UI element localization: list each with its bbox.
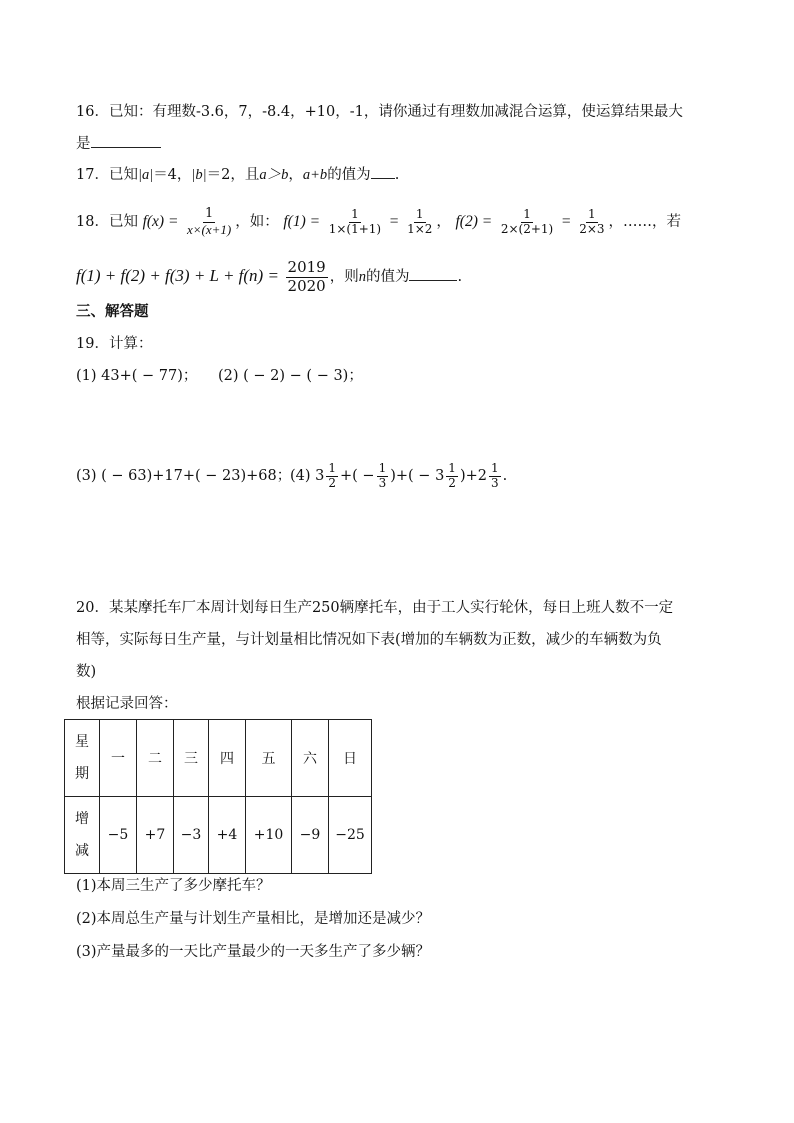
q17-mid1: ＝4， (153, 167, 192, 183)
q18-end: . (457, 269, 463, 285)
q19-part2: (2) ( − 2) − ( − 3)； (218, 368, 363, 384)
fraction-numerator: 2019 (287, 258, 326, 277)
q18-line2 (76, 254, 462, 299)
q18-ru: ，如： (235, 214, 279, 230)
q16-line2-text: 是 (76, 136, 91, 152)
q19-p4-end: . (502, 468, 508, 484)
q18-f1-fraction (327, 208, 383, 237)
q17-abs-b: |b| (191, 167, 207, 183)
fraction-numerator: 1 (588, 206, 596, 221)
q18-sum: f(1) + f(2) + f(3) + L + f(n) = (76, 266, 279, 285)
fraction-denominator: 2 (448, 475, 456, 490)
answer-blank (409, 266, 457, 281)
table-cell: −5 (100, 797, 137, 874)
fraction-numerator: 1 (205, 205, 214, 221)
fraction-numerator: 1 (378, 460, 387, 475)
q17-condition: a＞b (259, 167, 289, 183)
fraction (377, 462, 389, 491)
q20-line2: 相等，实际每日生产量，与计划量相比情况如下表(增加的车辆数为正数，减少的车辆数为负 (76, 632, 662, 648)
table-cell: +7 (137, 797, 174, 874)
header-char: 期 (75, 766, 89, 782)
fraction-numerator: 1 (351, 206, 359, 221)
fraction-denominator: 2×(2+1) (500, 221, 554, 236)
table-cell: −25 (329, 797, 372, 874)
table-cell: +4 (209, 797, 246, 874)
q19-p4-op1: +( − (340, 468, 375, 484)
table-cell: 一 (100, 720, 137, 797)
table-header-cell (65, 797, 100, 874)
q18-n: n (358, 269, 366, 285)
q18-f2-fraction (499, 208, 555, 237)
equals-sign: = (561, 213, 571, 230)
q18-tail: 的值为 (365, 269, 410, 285)
mixed-fraction (446, 462, 458, 491)
q19-p4-label: (4) 3 (290, 468, 325, 484)
fraction-denominator: 2×3 (579, 221, 605, 236)
q17-suffix: 的值为 (327, 167, 371, 183)
q17-line (76, 164, 399, 185)
q18-f2: f(2) = (455, 213, 493, 230)
q17-prefix: 17．已知 (76, 167, 138, 183)
q20-line4: 根据记录回答： (76, 696, 178, 712)
answer-blank (371, 164, 395, 179)
q18-then: ，则 (329, 269, 359, 285)
fraction-denominator: 2 (328, 475, 337, 490)
q20-line1: 20．某某摩托车厂本周计划每日生产250辆摩托车，由于工人实行轮休，每日上班人数不一定 (76, 600, 674, 616)
table-cell: 日 (329, 720, 372, 797)
q18-f1: f(1) = (283, 213, 321, 230)
fraction-numerator: 1 (328, 460, 337, 475)
table-cell: 四 (209, 720, 246, 797)
table-cell: 二 (137, 720, 174, 797)
fraction-denominator: 3 (490, 475, 499, 490)
fraction-denominator: 3 (378, 475, 387, 490)
q20-sub1: (1)本周三生产了多少摩托车？ (76, 878, 271, 894)
q17-mid3: ， (288, 167, 303, 183)
q18-f2b-fraction (577, 208, 606, 237)
production-table (64, 719, 372, 874)
table-header-cell (65, 720, 100, 797)
header-char: 减 (75, 843, 89, 859)
answer-blank (91, 133, 161, 148)
q17-abs-a: |a| (137, 167, 154, 183)
q17-end: . (394, 167, 400, 183)
q17-mid2: ＝2，且 (206, 167, 260, 183)
q16-line2 (76, 133, 161, 154)
q18-line1 (76, 200, 681, 244)
q18-prefix: 18．已知 (76, 214, 138, 230)
q19-part4 (290, 456, 507, 496)
q18-sep: ， (436, 214, 451, 230)
q19-p4-op2: )+( − 3 (390, 468, 445, 484)
table-cell: 五 (246, 720, 292, 797)
q17-expr: a+b (302, 167, 328, 183)
table-cell: +10 (246, 797, 292, 874)
table-row (65, 797, 372, 874)
table-cell: −9 (292, 797, 329, 874)
q19-part3: (3) ( − 63)+17+( − 23)+68； (76, 468, 292, 484)
mixed-fraction (489, 462, 501, 491)
table-cell: −3 (174, 797, 209, 874)
q18-result-fraction (286, 259, 328, 295)
fraction-numerator: 1 (448, 460, 456, 475)
fraction-denominator: 1×(1+1) (328, 221, 382, 236)
fraction-denominator: x×(x+1) (187, 221, 232, 237)
q18-etc: ，……，若 (608, 214, 682, 230)
q19-part1: (1) 43+( − 77)； (76, 368, 198, 384)
q20-line3: 数) (76, 664, 97, 680)
mixed-fraction (326, 462, 338, 491)
fraction-numerator: 1 (490, 460, 499, 475)
q19-title: 19．计算： (76, 336, 153, 352)
fraction-denominator: 2020 (287, 276, 326, 295)
fraction-numerator: 1 (523, 206, 531, 221)
table-row (65, 720, 372, 797)
header-char: 增 (75, 811, 89, 827)
q18-fx: f(x) = (142, 213, 179, 230)
q16-line1: 16．已知：有理数-3.6，7，-8.4，+10，-1，请你通过有理数加减混合运算，使运算结果最大 (76, 104, 683, 120)
q20-sub3: (3)产量最多的一天比产量最少的一天多生产了多少辆？ (76, 944, 431, 960)
fraction-denominator: 1×2 (407, 221, 433, 236)
q18-def-fraction (185, 207, 233, 238)
section-heading: 三、解答题 (76, 303, 149, 320)
fraction-numerator: 1 (415, 206, 424, 221)
q18-f1b-fraction (405, 208, 434, 237)
table-cell: 三 (174, 720, 209, 797)
table-cell: 六 (292, 720, 329, 797)
header-char: 星 (75, 734, 89, 750)
q19-p4-op3: )+2 (459, 468, 487, 484)
q20-sub2: (2)本周总生产量与计划生产量相比，是增加还是减少？ (76, 911, 431, 927)
equals-sign: = (389, 213, 399, 230)
